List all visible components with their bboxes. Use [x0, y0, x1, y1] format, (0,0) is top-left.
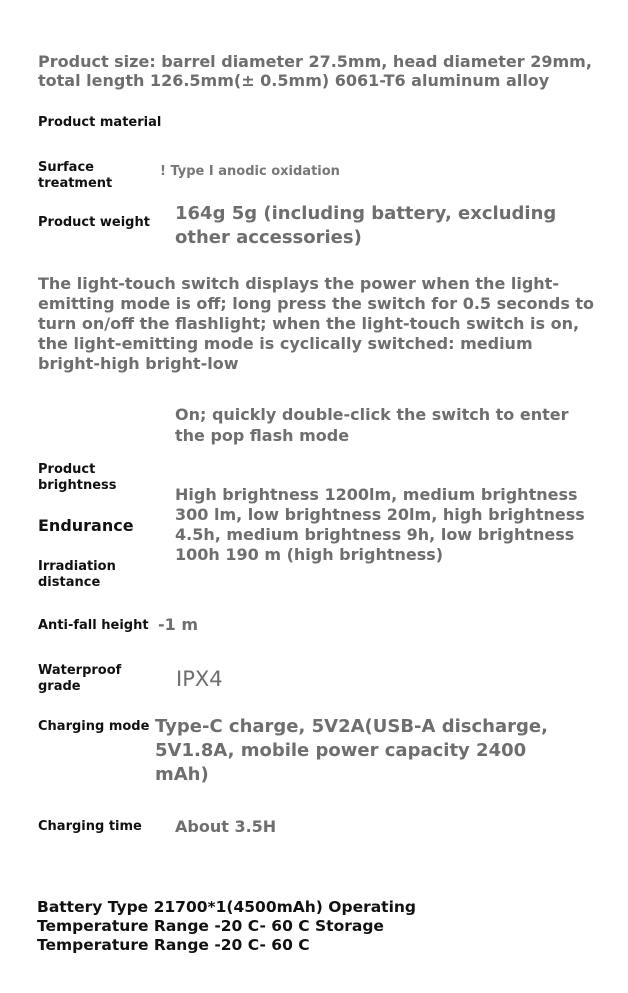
battery-line: Battery Type 21700*1(4500mAh) Operating [37, 898, 417, 916]
product-material-label: Product material [38, 115, 162, 130]
anti-fall-height-label: Anti-fall height [38, 618, 149, 633]
battery-line: Temperature Range -20 C- 60 C [37, 936, 310, 954]
charging-time-label: Charging time [38, 819, 142, 834]
charging-mode-label: Charging mode [38, 719, 150, 734]
irradiation-distance-label: Irradiation distance [38, 559, 116, 590]
product-brightness-label: Product brightness [38, 462, 117, 493]
charging-mode-value: Type-C charge, 5V2A(USB-A discharge, 5V1.8A, mobile power capacity 2400 mAh) [155, 716, 548, 785]
brightness-endurance-value: High brightness 1200lm, medium brightness 300 lm, low brightness 20lm, high brightness 4.5h, medium brightness 9h, low brightness 100h 190 m (high brightness) [175, 485, 585, 564]
charging-time-value: About 3.5H [175, 817, 277, 836]
switch-description: The light-touch switch displays the power when the light-emitting mode is off; long press the switch for 0.5 seconds to turn on/off the flashlight; when the light-touch switch is on, the light-emitting mode is cyclically switched: medium bright-high bright-low [38, 274, 595, 373]
anti-fall-height-value: -1 m [158, 615, 199, 634]
endurance-label: Endurance [38, 516, 134, 535]
product-weight-value: 164g 5g (including battery, excluding other accessories) [175, 203, 557, 248]
switch-continued: On; quickly double-click the switch to enter the pop flash mode [175, 405, 569, 445]
waterproof-grade-value: IPX4 [176, 667, 223, 691]
product-weight-label: Product weight [38, 215, 150, 230]
waterproof-grade-label: Waterproof grade [38, 663, 122, 694]
product-size-text: Product size: barrel diameter 27.5mm, head diameter 29mm, total length 126.5mm(± 0.5mm) 6061-T6 aluminum alloy [38, 52, 592, 90]
battery-info [37, 898, 537, 955]
battery-line: Temperature Range -20 C- 60 C Storage [37, 917, 384, 935]
surface-treatment-value: ! Type I anodic oxidation [160, 164, 340, 179]
surface-treatment-label: Surface treatment [38, 160, 113, 191]
